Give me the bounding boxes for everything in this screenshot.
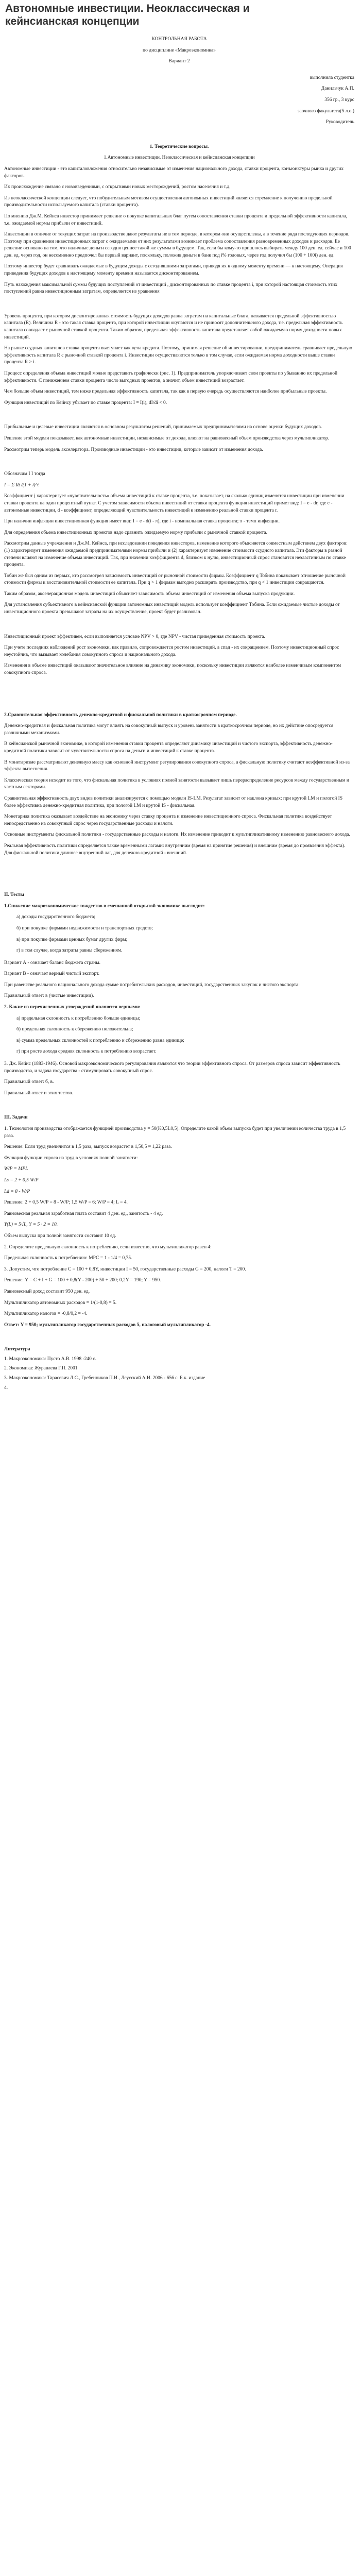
paragraph: Таким образом, акселерационная модель инвестиций объясняет зависимость объема инвестиций от изменения объема выпуска продукции. <box>4 591 295 597</box>
question-text: 1.Снижение макроэкономическое тождество в смешанной открытой экономике выглядит: <box>4 903 205 909</box>
paragraph: Предельная склонность к потреблению: МРС = 1 - 1/4 = 0,75. <box>4 1256 132 1261</box>
cover-line-3: Вариант 2 <box>168 59 190 64</box>
paragraph: Инвестиционный проект эффективен, если выполняется условие NPV > 0, где NPV - чистая приведенная стоимость проекта. <box>4 634 265 639</box>
paragraph: Вариант В - означает верный чистый экспорт. <box>4 971 99 977</box>
section-heading: III. Задачи <box>4 1115 28 1121</box>
paragraph: Сравнительная эффективность двух видов политики анализируется с помощью модели IS-LM. Результат зависит от наклона кривых: при крутой LM и пологой IS более эффективна денежно-кредитная политика, при пологой LM и крутой IS - фискальная. <box>4 795 343 808</box>
paragraph: При учете последних наблюдений рост экономики, как правило, сопровождается ростом инвестиций, а спад - их сокращением. Поэтому инвестиционный спрос неустойчив, что вызывает колебания совокупного спроса и национального дохода. <box>4 645 339 657</box>
paragraph: Поэтому инвестор будет сравнивать ожидаемые в будущем доходы с сегодняшними затратами, приводя их к одному моменту времени — к настоящему. Операция приведения будущих доходов к настоящему моменту времени называется дисконтированием. <box>4 264 343 277</box>
paragraph: Монетарная политика оказывает воздействие на экономику через ставку процента и изменение инвестиционного спроса. Фискальная политика воздействует непосредственно на совокупный спрос через государственные расходы и налоги. <box>4 814 332 826</box>
question-1 <box>4 903 354 955</box>
paragraph: Рассмотрим данные учреждения и Дж.М. Кейнса, при исследовании поведения инвесторов, изменение которого объясняется совместным действием двух факторов: (1) характеризует изменения ожидаемой предпринимателями нормы прибыли и (2) характеризует изменение стоимости ссудного капитала. Эти факторы в разной степени влияют на изменение объема инвестиций. Так, при значении коэффициента d, близком к нулю, инвестиционный спрос становится неэластичным по ставке процента. <box>4 541 348 568</box>
paragraph: Обозначим I I тогда <box>4 471 45 477</box>
paragraph: Решение: Y = C + I + G = 100 + 0,8(Y - 200) + 50 + 200; 0,2Y = 190; Y = 950. <box>4 1278 161 1283</box>
answer-option: г) в том случае, когда затраты равны сбережениям. <box>16 948 123 954</box>
author-dept: заочного факультета(5 л.о.) <box>297 108 354 114</box>
paragraph: Мультипликатор налогов = -0,8/0,2 = -4. <box>4 1311 88 1317</box>
paragraph: 3. Дж. Кейнс (1883-1946). Основой макроэкономического регулирования являются что теории эффективного спроса. От размеров спроса зависит эффективность производства, и задача государства - стимулировать совокупный спрос. <box>4 1061 340 1074</box>
paragraph: Правильный ответ и этих тестов. <box>4 1090 73 1096</box>
document-body <box>4 36 354 1394</box>
section-tests <box>4 892 354 1097</box>
cover-line-1: КОНТРОЛЬНАЯ РАБОТА <box>151 37 207 42</box>
answer-option: в) сумма предельных склонностей к потреблению и сбережению равна единице; <box>16 1038 184 1043</box>
paragraph: Прибыльные и целевые инвестиции являются в основном результатом решений, принимаемых предпринимателями на основе оценки будущих доходов. <box>4 425 322 430</box>
section-subheading: 1.Автономные инвестиции. Неоклассическая и кейнсианская концепции <box>104 155 255 161</box>
page-title: Автономные инвестиции. Неоклассическая и кейнсианская концепции <box>5 3 250 27</box>
section-heading: 2.Сравнительная эффективность денежно-кредитной и фискальной политики в краткосрочном периоде. <box>4 712 237 718</box>
answer-option: г) при росте дохода средняя склонность к потреблению возрастает. <box>16 1049 157 1055</box>
paragraph: Решение: Если труд увеличится в 1,5 раза, выпуск возрастет в 1,50,5 ≈ 1,22 раза. <box>4 1144 172 1150</box>
literature-item: 3. Макроэкономика: Тарасевич Л.С., Гребенников П.И., Леусский А.И. 2006 - 656 с. Б.к. издание <box>4 1376 205 1381</box>
paragraph: В монетаризме рассматривают денежную массу как основной инструмент регулирования совокупного спроса, а фискальную политику считают неэффективной из-за эффекта вытеснения. <box>4 759 350 772</box>
paragraph: Классическая теория исходит из того, что фискальная политика в условиях полной занятости вызывает лишь перераспределение ресурсов между государственным и частным секторами. <box>4 777 349 790</box>
literature-item: 1. Макроэкономика: Пусто А.В. 1998 -240 с. <box>4 1356 96 1362</box>
literature-item: 2. Экономика: Журавлева Г.П. 2001 <box>4 1366 78 1371</box>
author-label: выполнила студентка <box>310 75 354 80</box>
answer-option: б) при покупке фирмами недвижимости и транспортных средств; <box>16 925 153 931</box>
formula: Ls = 2 + 0,5 W/P <box>4 1177 39 1183</box>
paragraph: Тобин же был одним из первых, кто рассмотрел зависимость инвестиций от рыночной стоимости фирмы. Коэффициент q Тобина показывает отношение рыночной стоимости фирмы к восстановительной стоимости ее капитала. При q > 1 фирмам выгодно расширять производство, при q < 1 инвестиции сокращаются. <box>4 573 346 586</box>
paragraph: При равенстве реального национального дохода сумме потребительских расходов, инвестиций, государственных закупок и чистого экспорта: <box>4 982 300 988</box>
section-theory <box>4 144 354 677</box>
paragraph: Из неоклассической концепции следует, что побудительным мотивом осуществления автономных инвестиций является стремление к получению предельной производительности используемого капитала (ставки процента). <box>4 195 333 208</box>
paragraph: Для установления субъективного в кейнсианской функции автономных инвестиций модель использует коэффициент Тобина. Если ожидаемые чистые доходы от инвестиционного проекта превышают затраты на их осуществление, проект будет реализован. <box>4 602 340 615</box>
paragraph: Функция функции спроса на труд в условиях полной занятости: <box>4 1155 138 1161</box>
paragraph: Изменения в объеме инвестиций оказывают значительное влияние на динамику экономики, поскольку инвестиции являются наиболее изменчивым компонентом совокупного спроса. <box>4 663 341 676</box>
section-heading: II. Тесты <box>4 892 24 898</box>
answer-option: а) предельная склонность к потреблению больше единицы; <box>16 1015 141 1021</box>
section-heading: 1. Теоретические вопросы. <box>149 144 209 149</box>
paragraph: Основные инструменты фискальной политики - государственные расходы и налоги. Их изменение приводит к мультипликативному изменению равновесного дохода. <box>4 832 350 838</box>
paragraph: Решение этой модели показывает, как автономные инвестиции, независимые от дохода, влияют на равновесный объем производства через мультипликатор. <box>4 435 330 441</box>
paragraph: Объем выпуска при полной занятости составит 10 ед. <box>4 1233 116 1239</box>
paragraph: При наличии инфляции инвестиционная функция имеет вид: I = e - d(i - π), где i - номинальная ставка процента; π - темп инфляции. <box>4 519 280 524</box>
paragraph: Правильный ответ: в (чистые инвестиции). <box>4 993 94 999</box>
literature-heading: Литература <box>4 1347 30 1352</box>
paragraph: Правильный ответ: б, в. <box>4 1079 54 1085</box>
paragraph: Автономные инвестиции - это капиталовложения относительно независимые от изменения национального дохода, ставки процента, конъюнктуры рынка и других факторов. <box>4 166 344 179</box>
paragraph: Равновесный доход составит 950 ден. ед. <box>4 1289 90 1294</box>
formula: I = Σ Rt /(1 + i)^t <box>4 482 39 488</box>
paragraph: Чем больше объем инвестиций, тем ниже предельная эффективность капитала, так как в первую очередь осуществляются наиболее прибыльные проекты. <box>4 389 327 395</box>
paragraph: На рынке ссудных капиталов ставка процента выступает как цена кредита. Поэтому, принимая решение об инвестировании, предприниматель сравнивает предельную эффективность капитала R с рыночной ставкой процента i. Инвестиции осуществляются только в том случае, если ожидаемая норма доходности выше ставки процента R > i. <box>4 346 352 365</box>
paragraph: Путь нахождения максимальной суммы будущих поступлений от инвестиций , дисконтированных по ставке процента i, при которой настоящая стоимость этих поступлений равна инвестиционным затратам, определяется из уравнения <box>4 282 338 295</box>
paragraph: Процесс определения объема инвестиций можно представить графически (рис. 1). Предприниматель упорядочивает свои проекты по убыванию их предельной эффективности. С понижением ставки процента число выгодных проектов, а значит, объем инвестиций возрастает. <box>4 371 338 383</box>
paragraph: По мнению Дж.М. Кейнса инвестор принимает решение о покупке капитальных благ путем сопоставления ставки процента и предельной эффективности капитала, т.е. ожидаемой нормы прибыли от инвестиций. <box>4 213 347 226</box>
paragraph: Инвестиции в отличие от текущих затрат на производство дают результаты не в том периоде, в котором они осуществлены, а в течение ряда последующих периодов. Поэтому при сравнении инвестиционных затрат с ожидаемыми от них результатами возникает проблема сопоставления разновременных доходов и расходов. Ее решение основано на том, что наличные деньги сегодня ценнее такой же суммы в будущем. Так, если бы кому-то пришлось выбирать между 100 ден. ед. сейчас и 100 ден. ед. через год, он несомненно предпочел бы первый вариант, поскольку, положив деньги в банк под i% годовых, через год получил бы (100 + 100i) ден. ед. <box>4 232 351 258</box>
author-name: Данильчук А.П. <box>321 86 354 92</box>
paragraph: Коэффициент j характеризует «чувствительность» объема инвестиций к ставке процента, т.е. показывает, на сколько единиц изменятся инвестиции при изменении ставки процента на один процентный пункт. С учетом зависимости объема инвестиций от ставки процента функция инвестиций примет вид: I = e - dr, где e - автономные инвестиции, d - коэффициент, определяющий чувствительность инвестиций к изменению реальной ставки процента r. <box>4 494 345 513</box>
author-group: 356 гр., 3 курс <box>324 97 354 103</box>
paragraph: Рассмотрим теперь модель акселератора. Производные инвестиции - это инвестиции, которые зависят от изменения дохода. <box>4 447 263 452</box>
paragraph: Мультипликатор автономных расходов = 1/(1-0,8) = 5. <box>4 1300 117 1306</box>
question-text: 2. Какие из перечисленных утверждений являются верными: <box>4 1005 141 1010</box>
paragraph: Их происхождение связано с нововведениями, с открытиями новых месторождений, ростом населения и т.д. <box>4 184 231 190</box>
answer-option: а) доходы государственного бюджета; <box>16 914 96 920</box>
paragraph: Денежно-кредитная и фискальная политика могут влиять на совокупный выпуск и уровень занятости в краткосрочном периоде, но их действие опосредуется различными механизмами. <box>4 723 334 736</box>
answer-line: Ответ: Y = 950; мультипликатор государственных расходов 5, налоговый мультипликатор -4. <box>4 1322 211 1328</box>
page-number: 4. <box>4 1385 8 1391</box>
paragraph: Равновесная реальная заработная плата составит 4 ден. ед., занятость - 4 ед. <box>4 1211 163 1216</box>
head-label: Руководитель <box>325 120 354 125</box>
cover-block <box>4 36 354 126</box>
section-policy <box>4 712 354 857</box>
paragraph: Функция инвестиций по Кейнсу убывает по ставке процента: I = I(i), dI/di < 0. <box>4 400 167 405</box>
question-2 <box>4 1004 354 1056</box>
paragraph: Реальная эффективность политики определяется также временными лагами: внутренним (время на принятие решения) и внешним (время до проявления эффекта). Для фискальной политики длиннее внутренний лаг, для денежно-кредитной - внешний. <box>4 843 346 856</box>
answer-option: в) при покупке фирмами ценных бумаг других фирм; <box>16 937 128 942</box>
formula: Ld = 8 - W/P <box>4 1189 30 1194</box>
paragraph: Вариант А - означает баланс бюджета страны. <box>4 960 101 965</box>
paragraph: 2. Определите предельную склонность к потреблению, если известно, что мультипликатор равен 4: <box>4 1244 212 1250</box>
paragraph: Для определения объема инвестиционных проектов надо сравнить ожидаемую норму прибыли с рыночной ставкой процента. <box>4 530 267 535</box>
literature-section <box>4 1346 354 1392</box>
paragraph: Уровень процента, при котором дисконтированная стоимость будущих доходов равна затратам на капитальные блага, называется предельной эффективностью капитала (R). Величина R - это такая ставка процента, при которой инвестиции окупаются и не приносят дополнительного дохода, т.е. предельная эффективность капитала совпадает с рыночной ставкой процента. Таким образом, предельная эффективность капитала представляет собой ожидаемую норму доходности новых инвестиций. <box>4 313 343 340</box>
paragraph: В кейнсианской рыночной экономике, в которой изменения ставки процента определяют динамику инвестиций и чистого экспорта, эффективность денежно-кредитной политики зависит от чувствительности спроса на деньги и инвестиций к ставке процента. <box>4 741 333 754</box>
formula: W/P = MPL <box>4 1166 28 1172</box>
paragraph: 3. Допустим, что потребление С = 100 + 0,8Y, инвестиции I = 50, государственные расходы G = 200, налоги T = 200. <box>4 1266 246 1272</box>
cover-line-2: по дисциплине «Макроэкономика» <box>143 47 216 53</box>
formula: Y(L) = 5√L, Y = 5 · 2 = 10. <box>4 1222 58 1228</box>
answer-option: б) предельная склонность к сбережению положительна; <box>16 1027 133 1032</box>
section-tasks <box>4 1114 354 1329</box>
paragraph: 1. Технология производства отображается функцией производства y = 50(K0,5L0,5). Определите какой объем выпуска будет при увеличении количества труда в 1,5 раза. <box>4 1126 346 1139</box>
paragraph: Решение: 2 + 0,5 W/P = 8 - W/P; 1,5 W/P = 6; W/P = 4; L = 4. <box>4 1200 128 1206</box>
